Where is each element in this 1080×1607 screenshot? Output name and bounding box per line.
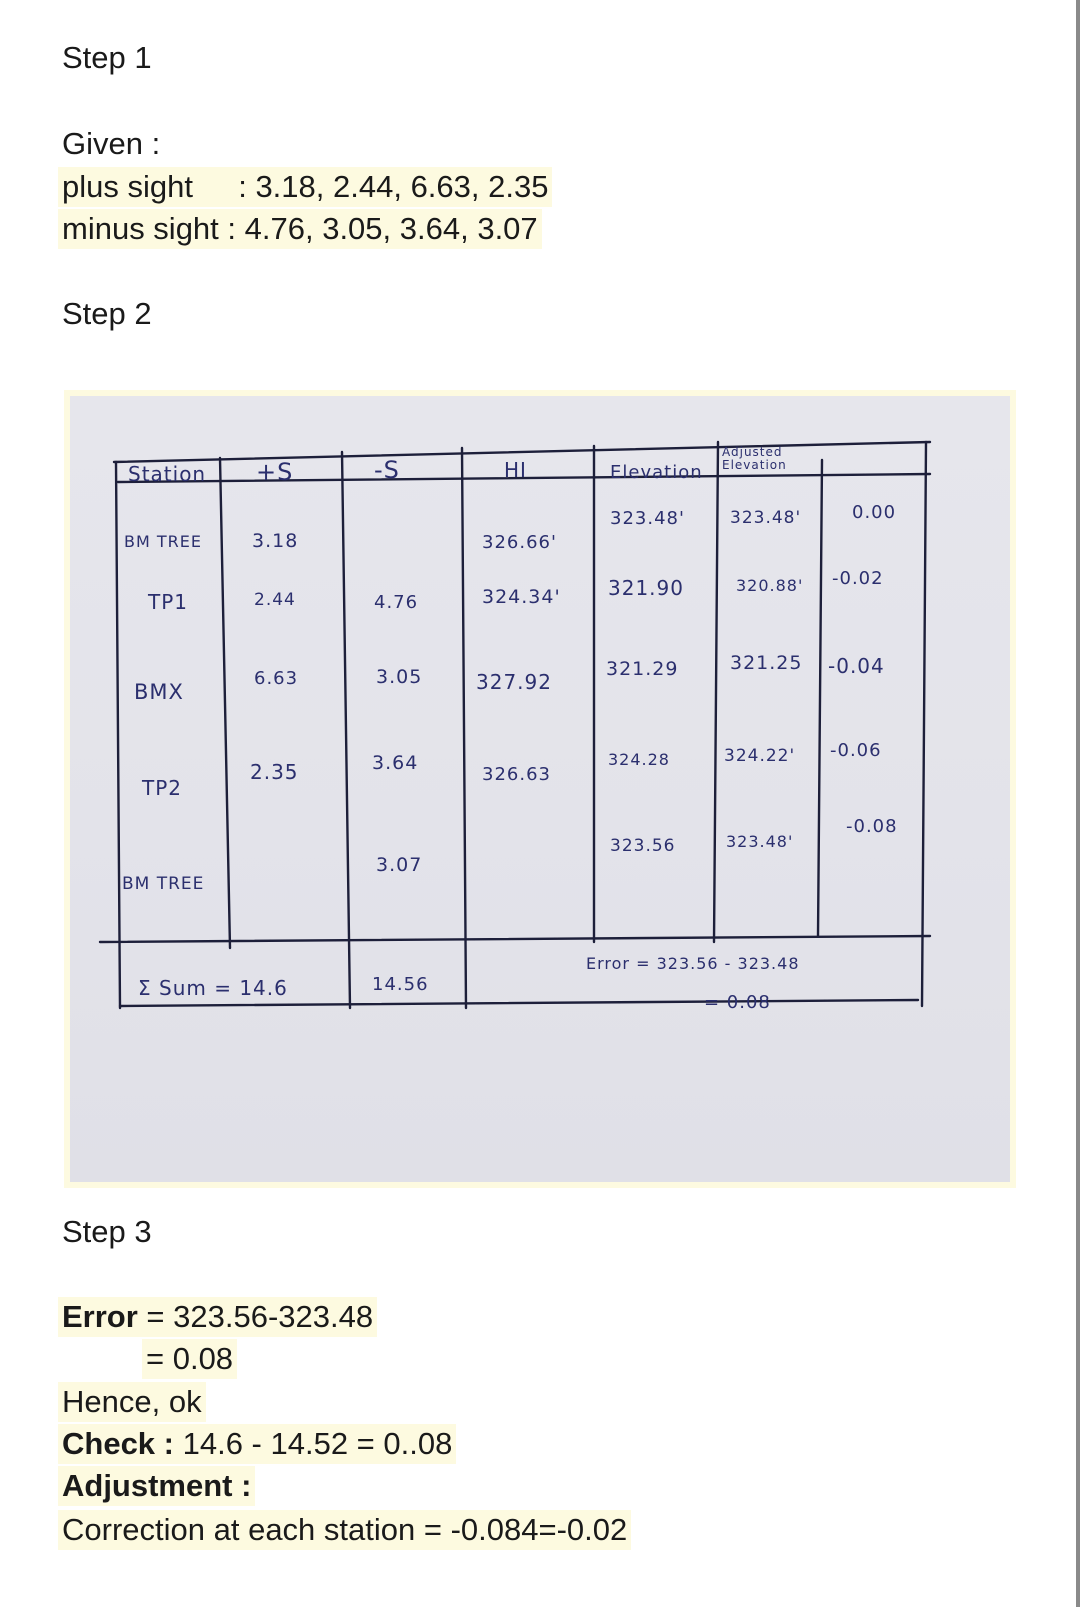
- row2-minus: 4.76: [374, 592, 419, 613]
- row3-elev: 321.29: [606, 658, 679, 680]
- row5-elev: 323.56: [610, 836, 676, 856]
- row4-station: TP2: [142, 776, 183, 800]
- given-label: Given :: [62, 126, 161, 161]
- check-expression: 14.6 - 14.52 = 0..08: [173, 1426, 453, 1461]
- sum-minus: 14.56: [372, 974, 429, 995]
- row4-plus: 2.35: [250, 760, 299, 784]
- header-elevation: Elevation: [610, 462, 703, 483]
- check-line: [58, 1424, 456, 1464]
- row1-adj: 323.48': [730, 508, 802, 528]
- row4-hi: 326.63: [482, 764, 551, 785]
- correction-line: Correction at each station = -0.084=-0.02: [58, 1510, 631, 1550]
- row4-minus: 3.64: [372, 752, 419, 774]
- row1-plus: 3.18: [252, 530, 299, 552]
- row3-adj: 321.25: [730, 652, 803, 674]
- row1-elev: 323.48': [610, 508, 685, 529]
- plus-sight-label: plus sight: [62, 169, 193, 204]
- minus-sight-label: minus sight: [62, 211, 219, 246]
- step3-heading: Step 3: [62, 1214, 152, 1249]
- row5-minus: 3.07: [376, 854, 423, 876]
- row1-station: BM TREE: [124, 532, 202, 551]
- row1-hi: 326.66': [482, 532, 557, 553]
- row3-plus: 6.63: [254, 668, 299, 689]
- row2-elev: 321.90: [608, 576, 684, 600]
- row2-station: TP1: [148, 590, 189, 614]
- step1-heading: Step 1: [62, 40, 152, 75]
- check-label: Check :: [62, 1426, 174, 1461]
- row5-adj: 323.48': [726, 832, 794, 851]
- row3-hi: 327.92: [476, 670, 552, 694]
- row4-corr: -0.06: [830, 740, 882, 761]
- step2-heading: Step 2: [62, 296, 152, 331]
- plus-sight-line: [58, 167, 552, 207]
- adjustment-label: Adjustment :: [58, 1466, 255, 1506]
- row3-station: BMX: [134, 680, 184, 704]
- error-expression: = 323.56-323.48: [137, 1299, 374, 1334]
- header-station: Station: [128, 462, 207, 486]
- row2-hi: 324.34': [482, 586, 561, 608]
- header-minus-sight: -S: [374, 456, 400, 484]
- handwritten-table-photo: [64, 390, 1016, 1188]
- error-line1: Error = 323.56 - 323.48: [586, 954, 800, 973]
- minus-sight-line: [58, 209, 542, 249]
- row2-adj: 320.88': [736, 576, 804, 595]
- error-line2: = 0.08: [704, 992, 771, 1013]
- row2-corr: -0.02: [832, 568, 884, 589]
- plus-sight-values: : 3.18, 2.44, 6.63, 2.35: [238, 169, 549, 204]
- row4-adj: 324.22': [724, 746, 796, 766]
- row4-elev: 324.28: [608, 750, 670, 769]
- error-line: [58, 1297, 377, 1337]
- header-adjusted-elevation: Adjusted Elevation: [722, 445, 787, 472]
- row3-corr: -0.04: [828, 654, 885, 678]
- page-edge: [1076, 0, 1080, 1607]
- hence-ok: Hence, ok: [58, 1382, 206, 1422]
- row5-corr: -0.08: [846, 816, 898, 837]
- row2-plus: 2.44: [254, 590, 296, 610]
- header-plus-sight: +S: [256, 458, 294, 486]
- row5-station: BM TREE: [122, 874, 205, 894]
- header-hi: HI: [504, 458, 527, 482]
- row3-minus: 3.05: [376, 666, 423, 688]
- error-result: = 0.08: [142, 1339, 237, 1379]
- sum-plus: Σ Sum = 14.6: [138, 976, 288, 1000]
- error-label: Error: [62, 1299, 138, 1334]
- row1-corr: 0.00: [852, 502, 897, 523]
- minus-sight-values: : 4.76, 3.05, 3.64, 3.07: [227, 211, 538, 246]
